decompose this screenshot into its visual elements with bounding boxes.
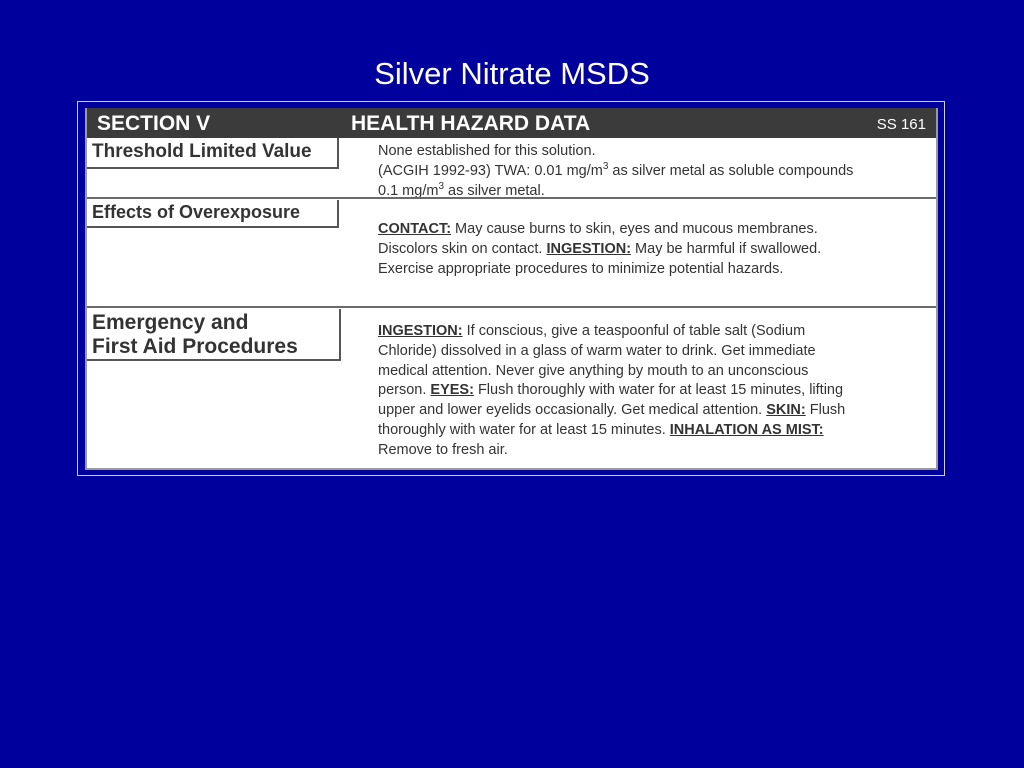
threshold-text (378, 141, 853, 201)
emergency-line-5-b: Flush (805, 402, 846, 419)
effects-line-3: Exercise appropriate procedures to minimize potential hazards. (378, 261, 784, 277)
emergency-label-line-2: First Aid Procedures (92, 335, 298, 358)
emergency-label (87, 309, 341, 361)
threshold-line-3-a: 0.1 mg/m (378, 183, 439, 199)
threshold-line-3-b: as silver metal. (444, 183, 545, 199)
row-divider (87, 197, 936, 199)
effects-line-1-b: May cause burns to skin, eyes and mucous membranes. (451, 221, 818, 237)
threshold-line-2-sup: 3 (602, 161, 609, 173)
section-header (87, 108, 936, 138)
slide-title: Silver Nitrate MSDS (374, 56, 650, 91)
effects-ingestion-label: INGESTION: (546, 241, 632, 257)
emergency-line-6-a: thoroughly with water for at least 15 minutes. (378, 421, 670, 438)
eyes-label: EYES: (430, 382, 474, 399)
emergency-line-4 (378, 381, 845, 401)
threshold-line-2-a: (ACGIH 1992-93) TWA: 0.01 mg/m (378, 163, 603, 179)
emergency-line-6 (378, 421, 845, 441)
section-number: SECTION V (97, 112, 211, 135)
effects-line-2 (378, 239, 821, 259)
row-divider (87, 306, 936, 308)
effects-text (378, 219, 821, 279)
threshold-label: Threshold Limited Value (87, 138, 339, 169)
emergency-ingestion-label: INGESTION: (378, 323, 463, 339)
contact-label: CONTACT: (378, 221, 452, 237)
emergency-line-4-a: person. (378, 382, 431, 399)
emergency-line-3: medical attention. Never give anything by mouth to an unconscious (378, 362, 809, 379)
threshold-line-2-b: as silver metal as soluble compounds (608, 163, 854, 179)
effects-line-2-b: May be harmful if swallowed. (631, 241, 822, 257)
emergency-line-2: Chloride) dissolved in a glass of warm water to drink. Get immediate (378, 342, 816, 359)
effects-line-2-a: Discolors skin on contact. (378, 241, 547, 257)
emergency-line-4-b: Flush thoroughly with water for at least 15 minutes, lifting (473, 382, 844, 399)
threshold-line-1: None established for this solution. (378, 143, 596, 159)
effects-line-1 (378, 219, 821, 239)
section-heading: HEALTH HAZARD DATA (351, 112, 591, 135)
emergency-line-1 (378, 322, 845, 342)
emergency-line-7: Remove to fresh air. (378, 441, 508, 458)
emergency-line-1-b: If conscious, give a teaspoonful of table salt (Sodium (462, 323, 806, 339)
emergency-line-5 (378, 401, 845, 421)
skin-label: SKIN: (766, 402, 806, 419)
threshold-line-2 (378, 161, 853, 181)
inhalation-label: INHALATION AS MIST: (669, 421, 824, 438)
effects-label: Effects of Overexposure (87, 200, 339, 228)
emergency-line-5-a: upper and lower eyelids occasionally. Get medical attention. (378, 402, 767, 419)
emergency-text (378, 322, 845, 461)
emergency-label-line-1: Emergency and (92, 311, 249, 334)
document-code: SS 161 (876, 116, 926, 133)
threshold-line-3-sup: 3 (438, 181, 444, 193)
msds-sheet (85, 108, 938, 470)
